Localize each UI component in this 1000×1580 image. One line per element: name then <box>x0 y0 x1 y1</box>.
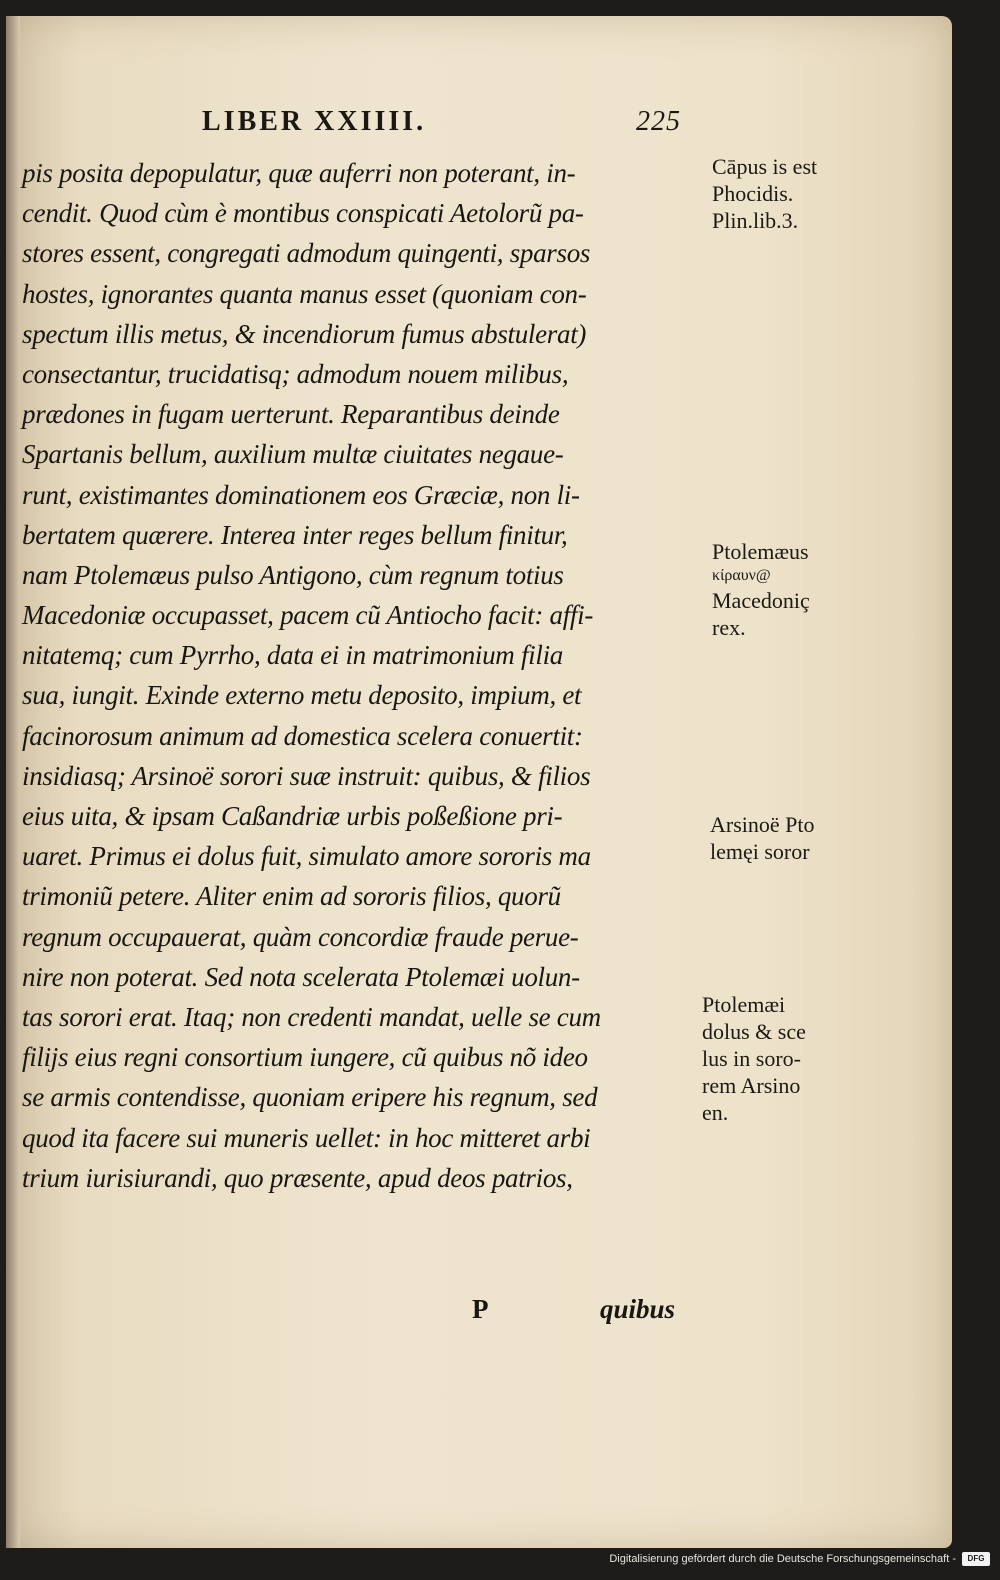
text-line: uaret. Primus ei dolus fuit, simulato amore sororis ma <box>22 841 591 872</box>
text-line: trium iurisiurandi, quo præsente, apud deos patrios, <box>22 1162 573 1193</box>
text-line: eius uita, & ipsam Caßandriæ urbis poßeßione pri- <box>22 801 563 831</box>
text-line: Spartanis bellum, auxilium multæ ciuitates negaue- <box>22 439 564 470</box>
text-line: consectantur, trucidatisq; admodum nouem milibus, <box>22 358 569 389</box>
text-line: spectum illis metus, & incendiorum fumus abstulerat) <box>22 318 587 349</box>
text-line: se armis contendisse, quoniam eripere his regnum, sed <box>22 1082 598 1113</box>
text-line: runt, existimantes dominationem eos Græciæ, non li- <box>22 479 580 510</box>
marginal-note-2 <box>712 538 810 641</box>
text-line: pis posita depopulatur, quæ auferri non poterant, in- <box>22 158 576 188</box>
marginal-note-line: lus in soro- <box>702 1046 801 1071</box>
text-line: bertatem quærere. Interea inter reges bellum finitur, <box>22 519 568 550</box>
dfg-logo-icon: DFG <box>962 1552 990 1566</box>
marginal-note-line: Cāpus is est <box>712 154 818 179</box>
text-line: Macedoniæ occupasset, pacem cũ Antiocho facit: affi- <box>22 600 594 631</box>
text-line: quod ita facere sui muneris uellet: in hoc mitteret arbi <box>22 1122 591 1153</box>
marginal-note-line: dolus & sce <box>702 1019 806 1044</box>
text-line: nire non poterat. Sed nota scelerata Ptolemæi uolun- <box>22 961 580 992</box>
marginal-note-line: Ptolemæus <box>712 539 809 564</box>
marginal-note-line: rex. <box>712 615 746 640</box>
marginal-note-line: κίραυν@ <box>712 567 771 584</box>
funding-credit: Digitalisierung gefördert durch die Deutsche Forschungsgemeinschaft - <box>609 1553 956 1565</box>
text-line: nam Ptolemæus pulso Antigono, cùm regnum totius <box>22 559 564 590</box>
marginal-note-line: Phocidis. <box>712 181 794 206</box>
text-line: regnum occupauerat, quàm concordiæ fraude perue- <box>22 921 579 952</box>
catch-line <box>6 1294 952 1330</box>
text-line: cendit. Quod cùm è montibus conspicati Aetolorũ pa- <box>22 198 584 229</box>
book-page <box>6 16 952 1548</box>
text-line: prædones in fugam uerterunt. Reparantibus deinde <box>22 399 560 430</box>
text-line: filijs eius regni consortium iungere, cũ quibus nõ ideo <box>22 1042 588 1073</box>
text-line: stores essent, congregati admodum quingenti, sparsos <box>22 238 591 269</box>
marginal-note-line: rem Arsino <box>702 1073 801 1098</box>
marginal-note-line: Ptolemæi <box>702 992 786 1017</box>
running-header <box>6 106 952 146</box>
text-line: facinorosum animum ad domestica scelera conuertit: <box>22 720 583 751</box>
catchword: quibus <box>600 1294 676 1324</box>
marginal-note-line: Arsinoë Pto <box>710 812 815 837</box>
marginal-note-line: Macedoniç <box>712 588 810 613</box>
text-line: insidiasq; Arsinoë sorori suæ instruit: quibus, & filios <box>22 760 591 791</box>
text-line: sua, iungit. Exinde externo metu deposito, impium, et <box>22 680 582 711</box>
marginal-note-line: Plin.lib.3. <box>712 208 799 233</box>
marginal-note-3 <box>710 811 815 865</box>
text-line: trimoniũ petere. Aliter enim ad sororis filios, quorũ <box>22 881 561 912</box>
main-text-block <box>22 153 712 1198</box>
running-title: LIBER XXIIII. <box>202 106 427 137</box>
marginal-note-4 <box>702 991 806 1126</box>
digitization-footer <box>0 1550 1000 1580</box>
signature-mark: P <box>472 1294 489 1324</box>
text-line: tas sorori erat. Itaq; non credenti mandat, uelle se cum <box>22 1001 601 1032</box>
page-number: 225 <box>636 106 681 137</box>
text-line: hostes, ignorantes quanta manus esset (quoniam con- <box>22 278 587 309</box>
marginal-note-1 <box>712 153 817 234</box>
marginal-note-line: en. <box>702 1100 729 1125</box>
marginal-note-line: lemęi soror <box>710 839 810 864</box>
text-line: nitatemq; cum Pyrrho, data ei in matrimonium filia <box>22 640 563 671</box>
